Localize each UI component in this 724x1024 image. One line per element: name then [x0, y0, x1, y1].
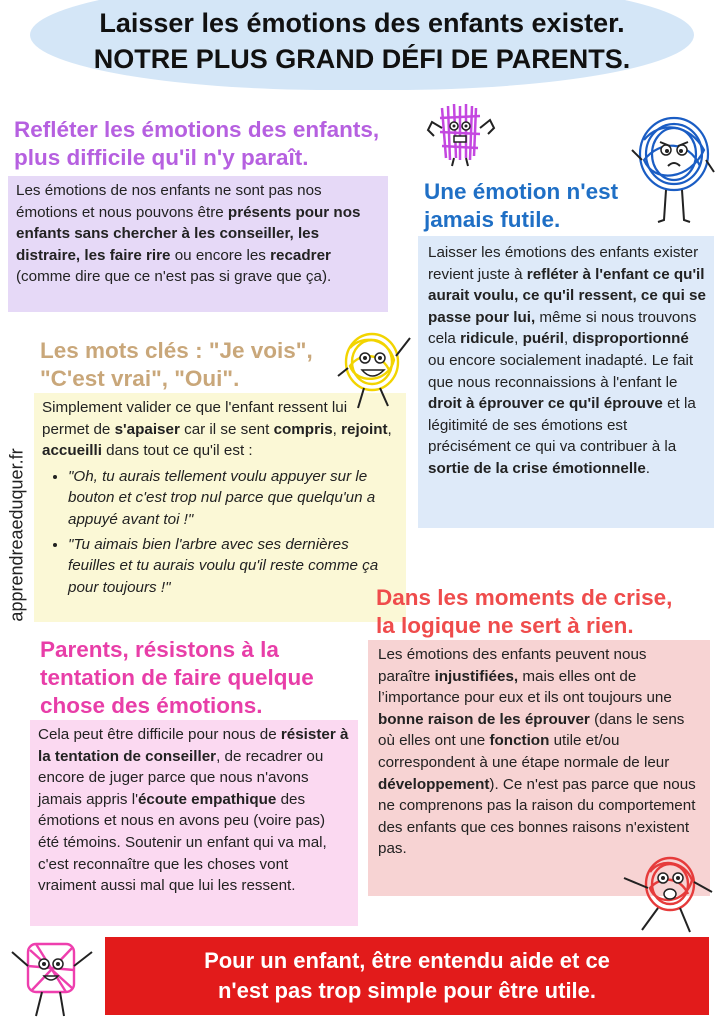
mots-intro: Simplement valider ce que l'enfant ressent lui permet de s'apaiser car il se sent compris, rejoint, accueilli dans tout ce qu'il est : [42, 399, 392, 460]
futile-box: Laisser les émotions des enfants exister revient juste à refléter à l'enfant ce qu'il aurait voulu, ce qu'il ressent, ce qui se passe pour lui, même si nous trouvons cela ridicule, puéril, disproportionné ou encore socialement inadapté. Le fait que nous reconnaissions à l'enfant le droit à éprouver ce qu'il éprouve et la légitimité de ses émotions est précisément ce qui va contribuer à la sortie de la crise émotionnelle. [418, 236, 714, 528]
mots-heading-line2: "C'est vrai", "Oui". [40, 366, 240, 391]
resistons-heading-line2: tentation de faire quelque [40, 665, 314, 690]
red-scribble-character-icon [620, 848, 716, 938]
footer-line2: n'est pas trop simple pour être utile. [217, 978, 597, 1003]
refleter-box: Les émotions de nos enfants ne sont pas nos émotions et nous pouvons être présents pour nos enfants sans chercher à les conseiller, les distraire, les faire rire ou encore les recadrer (comme dire que ce n'est pas si grave que ça). [8, 176, 388, 312]
futile-heading-line2: jamais futile. [424, 207, 561, 232]
resistons-heading-line1: Parents, résistons à la [40, 637, 279, 662]
page-title-line2: NOTRE PLUS GRAND DÉFI DE PARENTS. [93, 44, 631, 74]
futile-heading-line1: Une émotion n'est [424, 179, 619, 204]
crise-heading-line2: la logique ne sert à rien. [376, 613, 634, 638]
crise-box: Les émotions des enfants peuvent nous paraître injustifiées, mais elles ont de l’importance pour eux et ils ont toujours une bonne raison de les éprouver (dans le sens où elles ont une fonction utile et/ou correspondent à une étape normale de leur développement). Ce n'est pas parce que nous ne comprenons pas la raison du comportement des enfants que ces bonnes raisons n'existent pas. [368, 640, 710, 896]
footer-banner [105, 937, 709, 1015]
footer-line1: Pour un enfant, être entendu aide et ce [204, 948, 610, 973]
refleter-heading-line2: plus difficile qu'il n'y paraît. [14, 145, 309, 170]
quote-item: • "Tu aimais bien l'arbre avec ses dernières feuilles et tu aurais voulu qu'il reste comme ça pour toujours !" [68, 534, 396, 599]
mots-box [34, 393, 406, 622]
resistons-box: Cela peut être difficile pour nous de résister à la tentation de conseiller, de recadrer ou encore de juger parce que nous n'avons jamais appris l'écoute empathique des émotions et nous en avons peu (voire pas) été témoins. Soutenir un enfant qui va mal, c'est reconnaître que les choses vont vraiment aussi mal que lui les ressent. [30, 720, 358, 926]
pink-scribble-character-icon [6, 930, 100, 1020]
crise-heading-line1: Dans les moments de crise, [376, 585, 673, 610]
site-label: apprendreaeduquer.fr [6, 448, 27, 622]
purple-scribble-character-icon [424, 98, 498, 168]
blue-scribble-character-icon [630, 110, 716, 230]
yellow-scribble-character-icon [332, 318, 418, 414]
mots-heading-line1: Les mots clés : "Je vois", [40, 338, 313, 363]
quote-list [42, 466, 396, 599]
page-title-line1: Laisser les émotions des enfants exister. [99, 8, 625, 38]
resistons-heading-line3: chose des émotions. [40, 693, 263, 718]
quote-item: • "Oh, tu aurais tellement voulu appuyer sur le bouton et c'est trop nul parce que quelqu'un a appuyé avant toi !" [68, 466, 396, 531]
refleter-heading-line1: Refléter les émotions des enfants, [14, 117, 380, 142]
